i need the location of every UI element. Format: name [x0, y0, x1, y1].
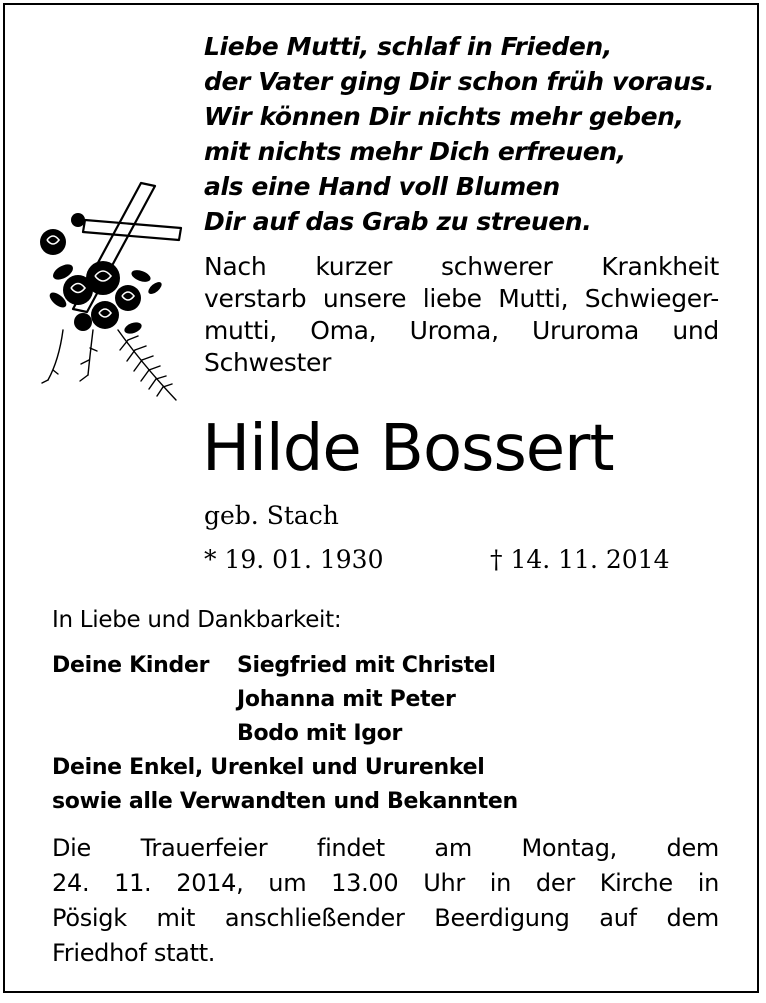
poem-line: der Vater ging Dir schon früh voraus. — [204, 67, 715, 96]
service-line: Pösigk mit anschließender Beerdigung auf dem — [52, 904, 719, 932]
poem-line: Wir können Dir nichts mehr geben, — [204, 102, 684, 131]
list-item — [52, 649, 518, 683]
announcement-line: Nach kurzer schwerer Krankheit — [204, 252, 719, 281]
maiden-name: geb. Stach — [204, 501, 339, 530]
deceased-name: Hilde Bossert — [202, 412, 614, 486]
mourners-intro: In Liebe und Dankbarkeit: — [52, 607, 342, 633]
death-date: † 14. 11. 2014 — [490, 545, 670, 574]
service-line: Friedhof statt. — [52, 939, 216, 967]
poem-line: Liebe Mutti, schlaf in Frieden, — [204, 32, 612, 61]
child-entry: Johanna mit Peter — [237, 687, 456, 712]
grandchildren-line: Deine Enkel, Urenkel und Ururenkel — [52, 755, 485, 780]
obituary-notice — [3, 3, 759, 993]
service-line: 24. 11. 2014, um 13.00 Uhr in der Kirche in — [52, 869, 719, 897]
funeral-service-info — [52, 831, 719, 971]
memorial-poem — [204, 29, 714, 239]
list-item — [52, 683, 518, 717]
list-item — [52, 717, 518, 751]
poem-line: als eine Hand voll Blumen — [204, 172, 560, 201]
announcement-line: verstarb unsere liebe Mutti, Schwieger- — [204, 284, 719, 313]
poem-line: Dir auf das Grab zu streuen. — [204, 207, 592, 236]
announcement-line: Schwester — [204, 348, 332, 377]
child-entry: Bodo mit Igor — [237, 721, 403, 746]
child-entry: Siegfried mit Christel — [237, 653, 496, 678]
mourners-list — [52, 649, 518, 819]
poem-line: mit nichts mehr Dich erfreuen, — [204, 137, 626, 166]
children-label: Deine Kinder — [52, 653, 210, 678]
relatives-line: sowie alle Verwandten und Bekannten — [52, 789, 518, 814]
birth-date: * 19. 01. 1930 — [204, 545, 384, 574]
announcement-line: mutti, Oma, Uroma, Ururoma und — [204, 316, 719, 345]
service-line: Die Trauerfeier findet am Montag, dem — [52, 834, 719, 862]
death-announcement — [204, 251, 719, 379]
cross-with-roses-icon — [23, 180, 183, 410]
